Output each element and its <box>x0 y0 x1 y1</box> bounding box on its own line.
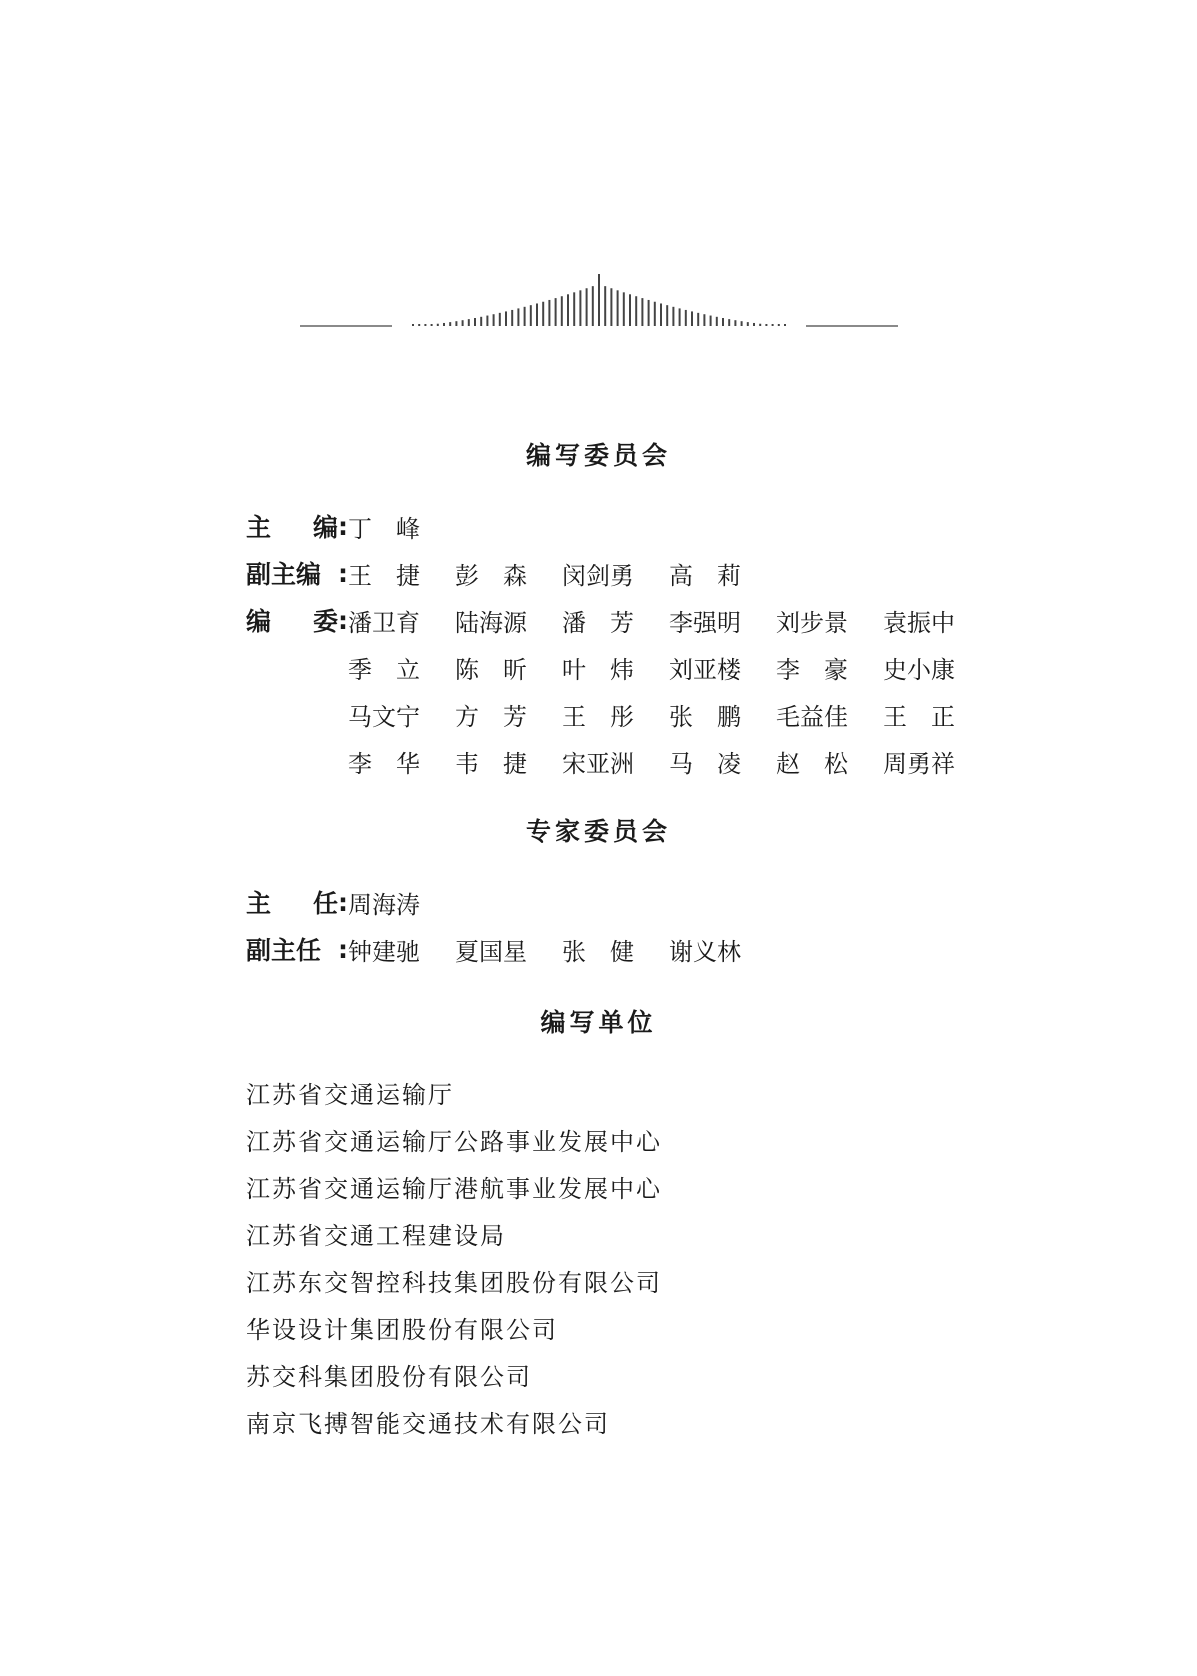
unit-item: 江苏省交通运输厅公路事业发展中心 <box>246 1128 662 1156</box>
person-name: 闵剑勇 <box>562 561 634 590</box>
person-name: 李 豪 <box>776 655 848 684</box>
person-name: 彭 森 <box>455 561 527 590</box>
unit-item: 南京飞搏智能交通技术有限公司 <box>246 1410 610 1438</box>
unit-item: 江苏省交通工程建设局 <box>246 1222 506 1250</box>
chief-editor-role: 主 编 <box>246 513 338 542</box>
unit-item: 华设设计集团股份有限公司 <box>246 1316 558 1344</box>
header-ornament <box>300 248 898 338</box>
member-row-2 <box>246 650 990 684</box>
person-name: 赵 松 <box>776 749 848 778</box>
director-row: 主 任 : 周海涛 <box>246 885 455 919</box>
unit-item: 苏交科集团股份有限公司 <box>246 1363 532 1391</box>
person-name: 周勇祥 <box>883 749 955 778</box>
units-title: 编写单位 <box>540 1008 657 1037</box>
deputy-editor-names <box>348 556 776 591</box>
person-name: 刘步景 <box>776 608 848 637</box>
unit-item: 江苏省交通运输厅 <box>246 1081 454 1109</box>
director-role: 主 任 <box>246 889 338 918</box>
member-row-3 <box>246 697 990 731</box>
person-name: 李 华 <box>348 749 420 778</box>
person-name: 毛益佳 <box>776 702 848 731</box>
chief-editor-row: 主 编 : 丁 峰 <box>246 509 455 543</box>
person-name: 钟建驰 <box>348 937 420 966</box>
member-role: 编 委 <box>246 607 338 636</box>
person-name: 方 芳 <box>455 702 527 731</box>
person-name: 史小康 <box>883 655 955 684</box>
person-name: 韦 捷 <box>455 749 527 778</box>
unit-item: 江苏东交智控科技集团股份有限公司 <box>246 1269 662 1297</box>
person-name: 张 健 <box>562 937 634 966</box>
member-row-4 <box>246 744 990 778</box>
committee-title: 编写委员会 <box>525 441 671 470</box>
expert-committee-title: 专家委员会 <box>525 817 671 846</box>
person-name: 夏国星 <box>455 937 527 966</box>
deputy-director-row: 副主任 : 钟建驰 夏国星 张 健 谢义林 <box>246 932 776 966</box>
person-name: 王 正 <box>883 702 955 731</box>
person-name: 张 鹏 <box>669 702 741 731</box>
person-name: 潘卫育 <box>348 608 420 637</box>
deputy-editor-row: 副主编 : 王 捷 彭 森 闵剑勇 高 莉 <box>246 556 776 590</box>
person-name: 谢义林 <box>669 937 741 966</box>
person-name: 王 彤 <box>562 702 634 731</box>
deputy-editor-role: 副主编 <box>246 560 322 589</box>
person-name: 叶 炜 <box>562 655 634 684</box>
person-name: 丁 峰 <box>348 514 420 543</box>
person-name: 陈 昕 <box>455 655 527 684</box>
person-name: 高 莉 <box>669 561 741 590</box>
person-name: 马文宁 <box>348 702 420 731</box>
person-name: 马 凌 <box>669 749 741 778</box>
person-name: 袁振中 <box>883 608 955 637</box>
chief-editor-names <box>348 509 455 544</box>
deputy-director-role: 副主任 <box>246 936 322 965</box>
unit-item: 江苏省交通运输厅港航事业发展中心 <box>246 1175 662 1203</box>
member-row-1: 编 委 : 潘卫育 陆海源 潘 芳 李强明 刘步景 袁振中 <box>246 603 990 637</box>
person-name: 周海涛 <box>348 890 420 919</box>
person-name: 李强明 <box>669 608 741 637</box>
person-name: 陆海源 <box>455 608 527 637</box>
person-name: 季 立 <box>348 655 420 684</box>
person-name: 潘 芳 <box>562 608 634 637</box>
person-name: 王 捷 <box>348 561 420 590</box>
person-name: 宋亚洲 <box>562 749 634 778</box>
person-name: 刘亚楼 <box>669 655 741 684</box>
